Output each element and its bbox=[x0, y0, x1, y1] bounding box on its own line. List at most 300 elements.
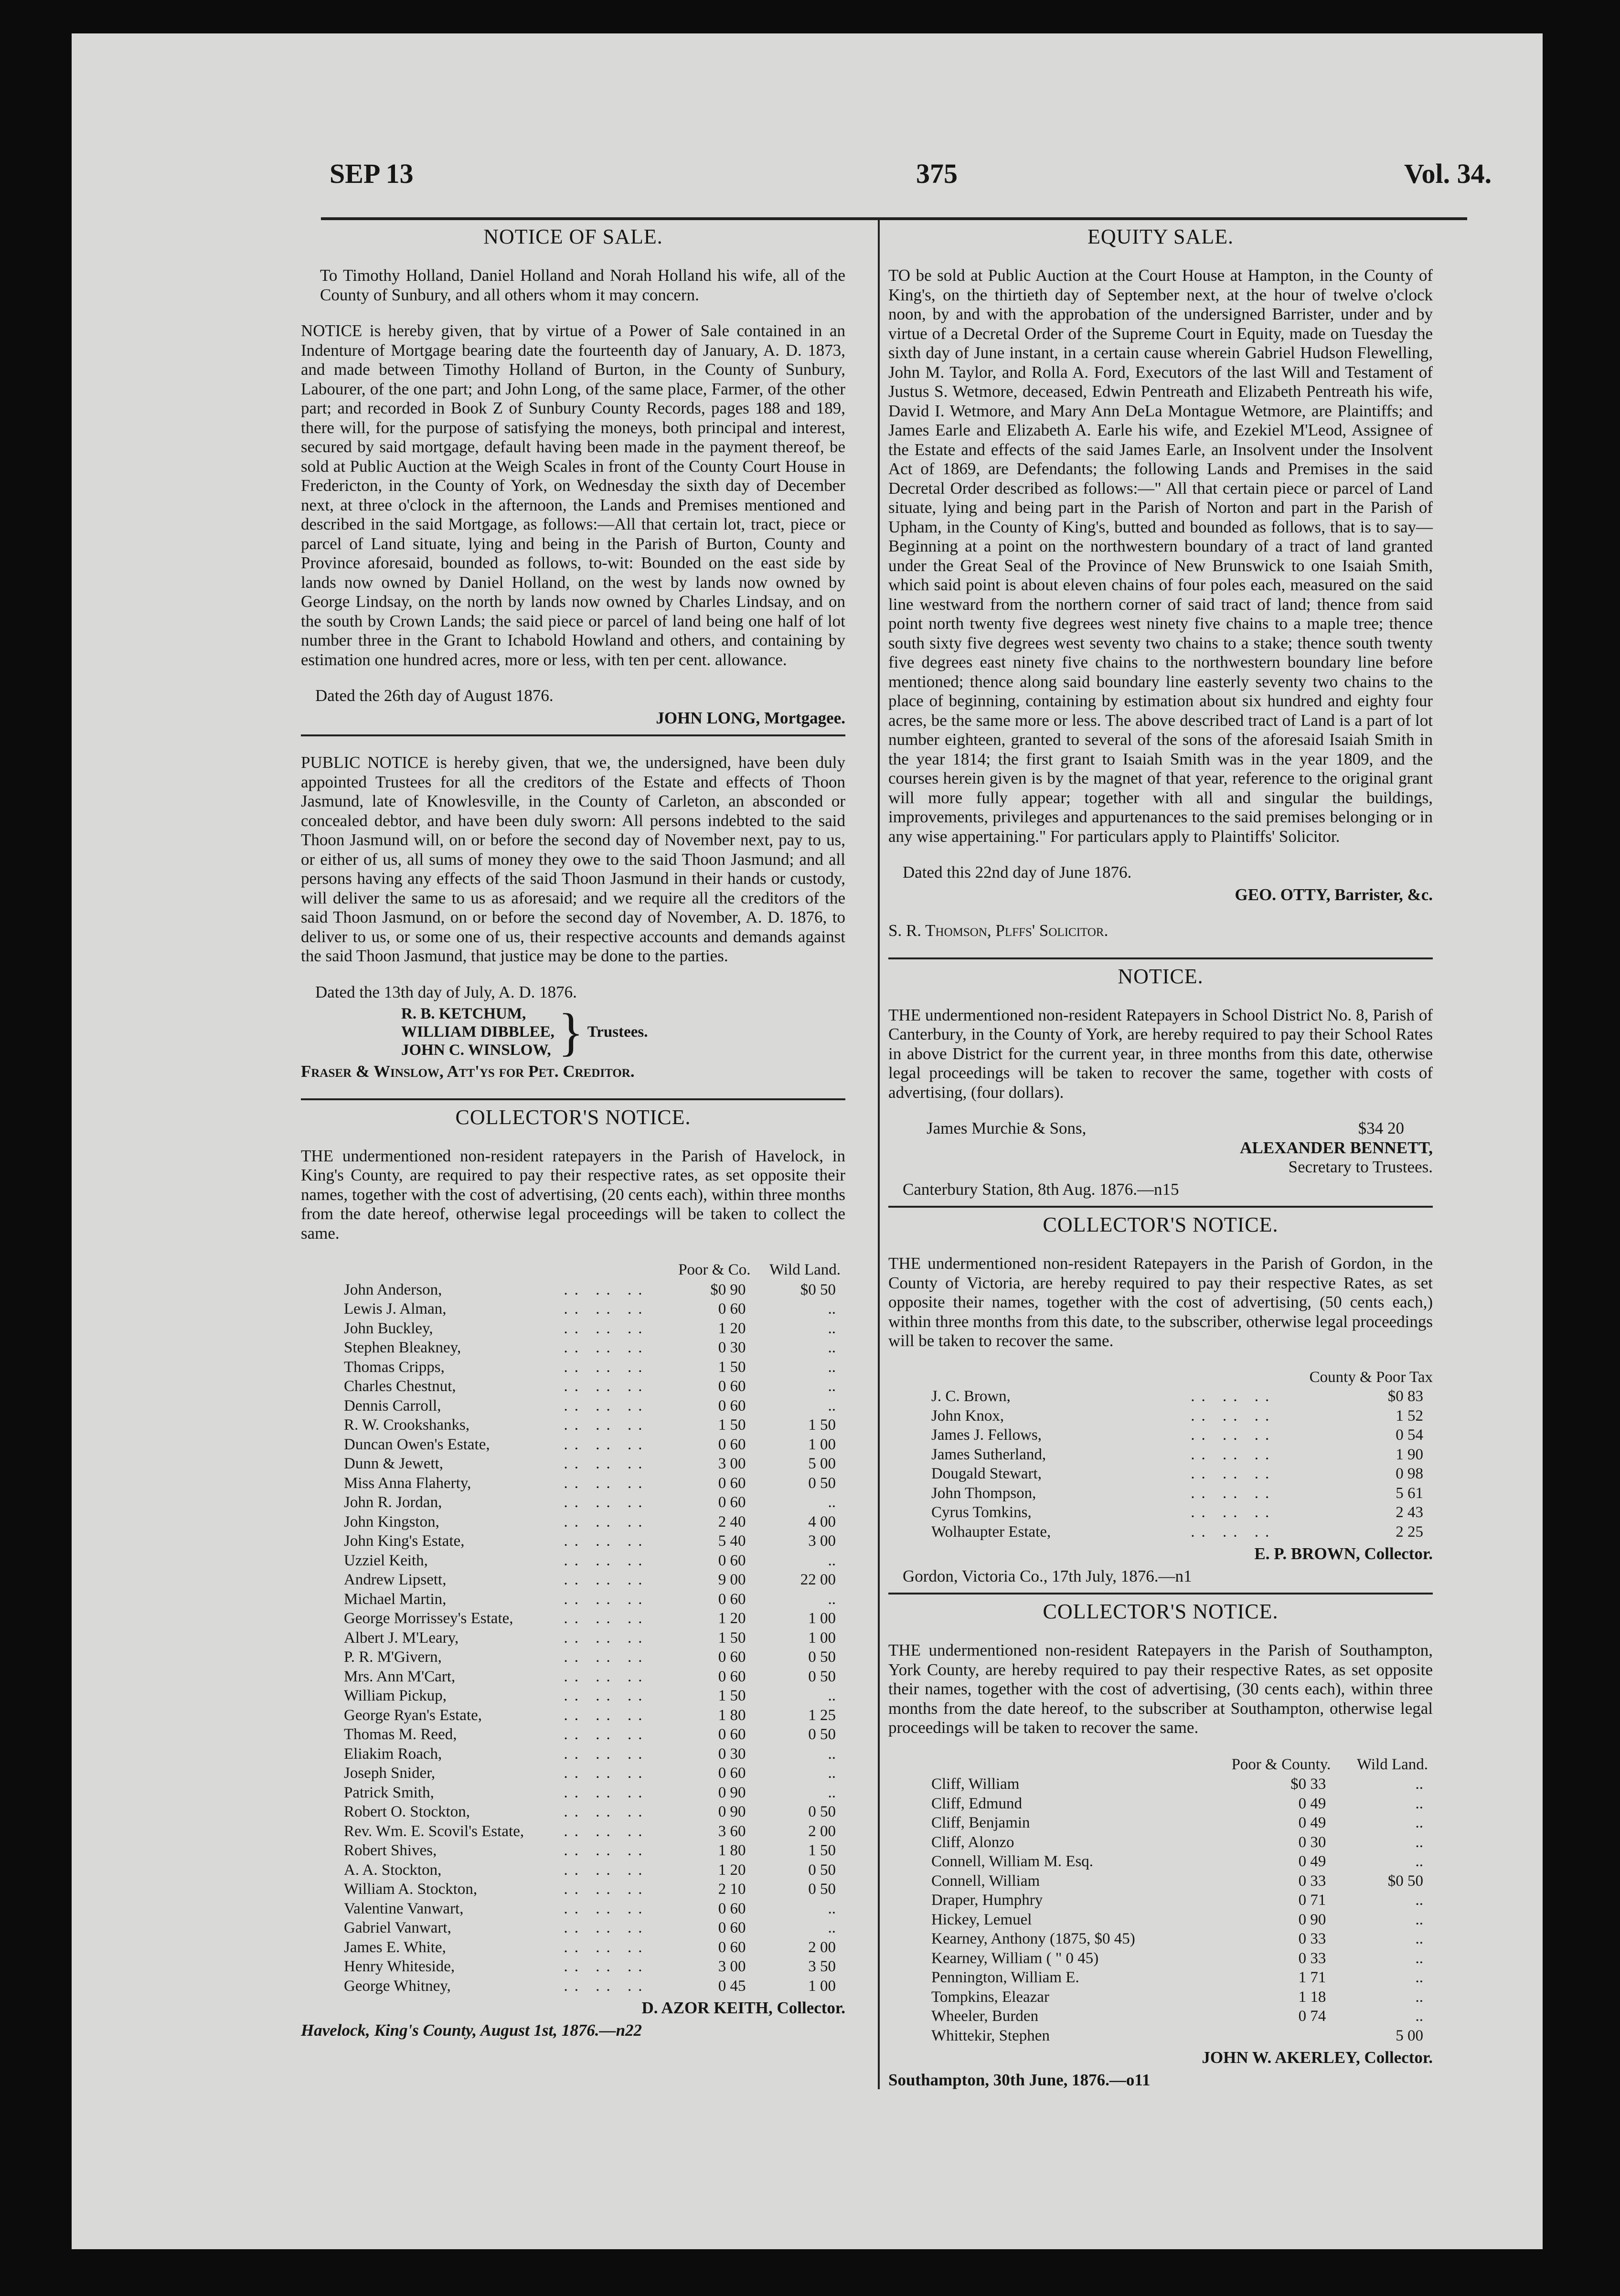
equity-sale bbox=[888, 224, 1433, 941]
trustee-name: R. B. KETCHUM, bbox=[401, 1005, 526, 1022]
leader-dots: .. .. .. bbox=[564, 1745, 649, 1763]
ratepayer-name: Rev. Wm. E. Scovil's Estate, bbox=[344, 1822, 524, 1840]
leader-dots: .. .. .. bbox=[564, 1958, 649, 1975]
leader-dots: .. .. .. bbox=[564, 1803, 649, 1820]
gordon-title: COLLECTOR'S NOTICE. bbox=[1043, 1213, 1279, 1236]
county-poor-tax: 1 52 bbox=[1396, 1407, 1423, 1424]
wild-land-rate: 1 00 bbox=[808, 1977, 836, 1995]
poor-county-rate: 0 49 bbox=[1298, 1814, 1326, 1831]
poor-county-rate: 0 60 bbox=[718, 1726, 746, 1743]
canterbury-payer-row bbox=[888, 1119, 1433, 1138]
table-row bbox=[301, 1706, 845, 1725]
table-row bbox=[301, 1628, 845, 1648]
table-row bbox=[301, 1744, 845, 1764]
leader-dots: .. .. .. bbox=[564, 1552, 649, 1569]
poor-county-rate: $0 90 bbox=[710, 1281, 746, 1298]
leader-dots: .. .. .. bbox=[564, 1474, 649, 1492]
wild-land-rate: 22 00 bbox=[800, 1571, 836, 1588]
equity-sale-title: EQUITY SALE. bbox=[1087, 225, 1234, 248]
wild-land-rate: 1 00 bbox=[808, 1629, 836, 1647]
poor-county-rate: 1 50 bbox=[718, 1416, 746, 1434]
trustees-label: Trustees. bbox=[587, 1023, 648, 1041]
leader-dots: .. .. .. bbox=[1191, 1465, 1276, 1482]
canterbury-payer: James Murchie & Sons, bbox=[927, 1119, 1087, 1137]
poor-county-rate: 1 71 bbox=[1298, 1969, 1326, 1986]
table-row bbox=[301, 1299, 845, 1319]
havelock-signature: D. AZOR KEITH, Collector. bbox=[641, 1998, 845, 2017]
poor-county-rate: 0 90 bbox=[1298, 1911, 1326, 1928]
canterbury-notice bbox=[888, 964, 1433, 1200]
poor-county-rate: 3 60 bbox=[718, 1822, 746, 1840]
table-row bbox=[301, 1358, 845, 1377]
leader-dots: .. .. .. bbox=[564, 1532, 649, 1550]
wild-land-rate: 0 50 bbox=[808, 1648, 836, 1666]
leader-dots: .. .. .. bbox=[564, 1977, 649, 1995]
southampton-footer: Southampton, 30th June, 1876.—o11 bbox=[888, 2070, 1151, 2089]
wild-land-rate: .. bbox=[828, 1765, 836, 1782]
column-header: Wild Land. bbox=[1357, 1755, 1428, 1773]
poor-county-rate: 0 60 bbox=[718, 1648, 746, 1666]
ratepayer-name: Charles Chestnut, bbox=[344, 1378, 456, 1395]
leader-dots: .. .. .. bbox=[564, 1668, 649, 1685]
ratepayer-name: James Sutherland, bbox=[931, 1446, 1046, 1463]
table-row bbox=[888, 2026, 1433, 2046]
wild-land-rate: .. bbox=[828, 1319, 836, 1337]
table-row bbox=[301, 1880, 845, 1899]
table-row bbox=[301, 1531, 845, 1551]
wild-land-rate: 1 25 bbox=[808, 1706, 836, 1724]
poor-county-rate: 1 50 bbox=[718, 1629, 746, 1647]
ratepayer-name: John R. Jordan, bbox=[344, 1494, 442, 1511]
ratepayer-name: Mrs. Ann M'Cart, bbox=[344, 1668, 456, 1685]
poor-county-rate: 0 49 bbox=[1298, 1853, 1326, 1870]
table-row bbox=[888, 1425, 1433, 1445]
poor-county-rate: 0 33 bbox=[1298, 1872, 1326, 1890]
poor-county-rate: 9 00 bbox=[718, 1571, 746, 1588]
header-rule bbox=[321, 217, 1467, 220]
ratepayer-name: Wolhaupter Estate, bbox=[931, 1523, 1051, 1541]
table-header-row bbox=[888, 1754, 1433, 1775]
leader-dots: .. .. .. bbox=[564, 1513, 649, 1531]
leader-dots: .. .. .. bbox=[564, 1339, 649, 1356]
havelock-collectors-notice bbox=[301, 1105, 845, 2041]
ratepayer-name: Dennis Carroll, bbox=[344, 1397, 441, 1414]
leader-dots: .. .. .. bbox=[564, 1765, 649, 1782]
ratepayer-name: George Ryan's Estate, bbox=[344, 1706, 482, 1724]
public-notice bbox=[301, 753, 845, 1082]
wild-land-rate: 3 50 bbox=[808, 1958, 836, 1975]
leader-dots: .. .. .. bbox=[1191, 1523, 1276, 1541]
gordon-collectors-notice bbox=[888, 1212, 1433, 1586]
notice-of-sale bbox=[301, 224, 845, 728]
table-header-row bbox=[301, 1260, 845, 1280]
column-divider bbox=[878, 217, 880, 2089]
poor-county-rate: 0 30 bbox=[718, 1339, 746, 1356]
wild-land-rate: 1 50 bbox=[808, 1416, 836, 1434]
ratepayer-name: Valentine Vanwart, bbox=[344, 1900, 464, 1917]
wild-land-rate: 4 00 bbox=[808, 1513, 836, 1531]
southampton-collectors-notice bbox=[888, 1599, 1433, 2090]
wild-land-rate: .. bbox=[828, 1339, 836, 1356]
ratepayer-name: R. W. Crookshanks, bbox=[344, 1416, 470, 1434]
section-rule bbox=[301, 734, 845, 736]
ratepayer-name: Kearney, Anthony (1875, $0 45) bbox=[931, 1930, 1135, 1947]
notice-of-sale-address: To Timothy Holland, Daniel Holland and Norah Holland his wife, all of the County of Sunbury, and all others whom it may concern. bbox=[320, 266, 845, 304]
trustee-name: WILLIAM DIBBLEE, bbox=[401, 1023, 554, 1041]
wild-land-rate: .. bbox=[828, 1397, 836, 1414]
wild-land-rate: .. bbox=[828, 1300, 836, 1318]
table-row bbox=[888, 1464, 1433, 1484]
wild-land-rate: .. bbox=[1415, 1969, 1423, 1986]
poor-county-rate: 2 10 bbox=[718, 1881, 746, 1898]
ratepayer-name: Whittekir, Stephen bbox=[931, 2027, 1050, 2044]
poor-county-rate: 0 60 bbox=[718, 1765, 746, 1782]
poor-county-rate: 0 60 bbox=[718, 1919, 746, 1936]
table-row bbox=[888, 1813, 1433, 1833]
ratepayer-name: James J. Fellows, bbox=[931, 1426, 1042, 1444]
poor-county-rate: 0 60 bbox=[718, 1378, 746, 1395]
wild-land-rate: 0 50 bbox=[808, 1668, 836, 1685]
leader-dots: .. .. .. bbox=[564, 1648, 649, 1666]
wild-land-rate: 0 50 bbox=[808, 1803, 836, 1820]
column-header: Poor & Co. bbox=[678, 1261, 751, 1278]
leader-dots: .. .. .. bbox=[564, 1281, 649, 1298]
poor-county-rate: 0 90 bbox=[718, 1803, 746, 1820]
county-poor-tax: 0 54 bbox=[1396, 1426, 1423, 1444]
ratepayer-name: Uzziel Keith, bbox=[344, 1552, 428, 1569]
leader-dots: .. .. .. bbox=[564, 1571, 649, 1588]
havelock-footer: Havelock, King's County, August 1st, 1876.—n22 bbox=[301, 2020, 642, 2040]
public-notice-dated: Dated the 13th day of July, A. D. 1876. bbox=[315, 982, 577, 1001]
leader-dots: .. .. .. bbox=[564, 1590, 649, 1608]
table-row bbox=[301, 1551, 845, 1571]
poor-county-rate: 1 20 bbox=[718, 1319, 746, 1337]
ratepayer-name: A. A. Stockton, bbox=[344, 1861, 442, 1879]
table-row bbox=[301, 1977, 845, 1996]
equity-sale-solicitor: S. R. Thomson, Plffs' Solicitor. bbox=[888, 921, 1108, 940]
table-row bbox=[888, 1387, 1433, 1406]
poor-county-rate: 5 40 bbox=[718, 1532, 746, 1550]
table-row bbox=[301, 1957, 845, 1977]
ratepayer-name: William A. Stockton, bbox=[344, 1881, 478, 1898]
canterbury-signature: ALEXANDER BENNETT, bbox=[1240, 1138, 1433, 1157]
county-poor-tax: 0 98 bbox=[1396, 1465, 1423, 1482]
wild-land-rate: .. bbox=[1415, 1853, 1423, 1870]
table-row bbox=[301, 1609, 845, 1628]
ratepayer-name: Robert O. Stockton, bbox=[344, 1803, 470, 1820]
ratepayer-name: Henry Whiteside, bbox=[344, 1958, 455, 1975]
wild-land-rate: 0 50 bbox=[808, 1881, 836, 1898]
ratepayer-name: Cliff, Edmund bbox=[931, 1795, 1023, 1812]
leader-dots: .. .. .. bbox=[564, 1881, 649, 1898]
canterbury-body: THE undermentioned non-resident Ratepayers in School District No. 8, Parish of Canterbury, in the County of York, are hereby required to pay their School Rates in above District for the current year, in three months from this date, otherwise legal proceedings will be taken to recover the same, together with costs of advertising, (four dollars). bbox=[888, 1005, 1433, 1102]
poor-county-rate: 0 90 bbox=[718, 1784, 746, 1801]
table-row bbox=[301, 1493, 845, 1512]
leader-dots: .. .. .. bbox=[564, 1300, 649, 1318]
table-row bbox=[888, 1891, 1433, 1910]
table-row bbox=[888, 1445, 1433, 1465]
table-row bbox=[888, 1484, 1433, 1503]
ratepayer-name: Lewis J. Alman, bbox=[344, 1300, 447, 1318]
leader-dots: .. .. .. bbox=[564, 1726, 649, 1743]
page-number: 375 bbox=[916, 158, 958, 189]
wild-land-rate: .. bbox=[1415, 1795, 1423, 1812]
table-row bbox=[301, 1725, 845, 1744]
southampton-title: COLLECTOR'S NOTICE. bbox=[1043, 1600, 1279, 1623]
leader-dots: .. .. .. bbox=[564, 1842, 649, 1859]
ratepayer-name: Patrick Smith, bbox=[344, 1784, 434, 1801]
ratepayer-name: Stephen Bleakney, bbox=[344, 1339, 461, 1356]
wild-land-rate: 1 00 bbox=[808, 1435, 836, 1453]
wild-land-rate: 5 00 bbox=[808, 1455, 836, 1472]
section-rule bbox=[301, 1098, 845, 1100]
table-row bbox=[301, 1918, 845, 1938]
poor-county-rate: 0 60 bbox=[718, 1494, 746, 1511]
poor-county-rate: 0 60 bbox=[718, 1552, 746, 1569]
poor-county-rate: 1 20 bbox=[718, 1610, 746, 1627]
wild-land-rate: .. bbox=[1415, 1833, 1423, 1851]
wild-land-rate: .. bbox=[1415, 1930, 1423, 1947]
ratepayer-name: Connell, William M. Esq. bbox=[931, 1853, 1094, 1870]
leader-dots: .. .. .. bbox=[564, 1435, 649, 1453]
table-row bbox=[888, 1522, 1433, 1542]
ratepayer-name: Tompkins, Eleazar bbox=[931, 1988, 1049, 2006]
ratepayer-name: Andrew Lipsett, bbox=[344, 1571, 447, 1588]
wild-land-rate: 2 00 bbox=[808, 1822, 836, 1840]
gordon-signature: E. P. BROWN, Collector. bbox=[1254, 1544, 1433, 1563]
notice-of-sale-title: NOTICE OF SALE. bbox=[483, 225, 663, 248]
wild-land-rate: .. bbox=[828, 1590, 836, 1608]
poor-county-rate: 1 80 bbox=[718, 1706, 746, 1724]
table-row bbox=[888, 1871, 1433, 1891]
ratepayer-name: Michael Martin, bbox=[344, 1590, 447, 1608]
trustee-name: JOHN C. WINSLOW, bbox=[401, 1042, 551, 1059]
table-row bbox=[301, 1280, 845, 1300]
ratepayer-name: P. R. M'Givern, bbox=[344, 1648, 442, 1666]
county-poor-tax: 1 90 bbox=[1396, 1446, 1423, 1463]
table-row bbox=[888, 1833, 1433, 1852]
havelock-title: COLLECTOR'S NOTICE. bbox=[455, 1105, 691, 1129]
table-row bbox=[301, 1474, 845, 1493]
table-row bbox=[301, 1764, 845, 1783]
ratepayer-name: Miss Anna Flaherty, bbox=[344, 1474, 471, 1492]
leader-dots: .. .. .. bbox=[564, 1494, 649, 1511]
wild-land-rate: .. bbox=[828, 1552, 836, 1569]
ratepayer-name: George Whitney, bbox=[344, 1977, 451, 1995]
wild-land-rate: .. bbox=[828, 1784, 836, 1801]
ratepayer-name: John King's Estate, bbox=[344, 1532, 465, 1550]
poor-county-rate: 0 30 bbox=[718, 1745, 746, 1763]
poor-county-rate: 0 49 bbox=[1298, 1795, 1326, 1812]
table-row bbox=[301, 1667, 845, 1687]
poor-county-rate: 0 60 bbox=[718, 1397, 746, 1414]
ratepayer-name: Thomas Cripps, bbox=[344, 1358, 445, 1376]
wild-land-rate: .. bbox=[828, 1378, 836, 1395]
table-row bbox=[301, 1783, 845, 1803]
poor-county-rate: 3 00 bbox=[718, 1958, 746, 1975]
leader-dots: .. .. .. bbox=[1191, 1407, 1276, 1424]
wild-land-rate: .. bbox=[828, 1900, 836, 1917]
table-row bbox=[888, 1775, 1433, 1794]
ratepayer-name: James E. White, bbox=[344, 1938, 446, 1956]
left-column bbox=[301, 224, 845, 2057]
ratepayer-name: William Pickup, bbox=[344, 1687, 447, 1704]
table-row bbox=[888, 1406, 1433, 1426]
poor-county-rate: 0 60 bbox=[718, 1668, 746, 1685]
poor-county-rate: 3 00 bbox=[718, 1455, 746, 1472]
ratepayer-name: Cliff, William bbox=[931, 1775, 1020, 1793]
ratepayer-name: Cliff, Alonzo bbox=[931, 1833, 1014, 1851]
leader-dots: .. .. .. bbox=[564, 1938, 649, 1956]
table-row bbox=[301, 1570, 845, 1590]
southampton-signature: JOHN W. AKERLEY, Collector. bbox=[1202, 2048, 1433, 2067]
trustees-block bbox=[401, 1005, 845, 1059]
havelock-rates-table bbox=[301, 1260, 845, 1996]
leader-dots: .. .. .. bbox=[564, 1358, 649, 1376]
gordon-column-header: County & Poor Tax bbox=[1309, 1368, 1433, 1386]
column-header: Wild Land. bbox=[769, 1261, 841, 1278]
poor-county-rate: 0 33 bbox=[1298, 1930, 1326, 1947]
table-row bbox=[301, 1512, 845, 1532]
leader-dots: .. .. .. bbox=[1191, 1426, 1276, 1444]
leader-dots: .. .. .. bbox=[564, 1455, 649, 1472]
section-rule bbox=[888, 1593, 1433, 1594]
leader-dots: .. .. .. bbox=[564, 1706, 649, 1724]
poor-county-rate: 0 71 bbox=[1298, 1892, 1326, 1909]
poor-county-rate: 0 33 bbox=[1298, 1949, 1326, 1967]
poor-county-rate: 0 60 bbox=[718, 1474, 746, 1492]
leader-dots: .. .. .. bbox=[564, 1319, 649, 1337]
section-rule bbox=[888, 957, 1433, 959]
ratepayer-name: John Kingston, bbox=[344, 1513, 439, 1531]
ratepayer-name: J. C. Brown, bbox=[931, 1388, 1011, 1405]
table-row bbox=[888, 1929, 1433, 1949]
wild-land-rate: 1 00 bbox=[808, 1610, 836, 1627]
leader-dots: .. .. .. bbox=[564, 1822, 649, 1840]
wild-land-rate: .. bbox=[1415, 1988, 1423, 2006]
notice-of-sale-dated: Dated the 26th day of August 1876. bbox=[315, 686, 554, 705]
poor-county-rate: 1 50 bbox=[718, 1358, 746, 1376]
table-row bbox=[888, 2007, 1433, 2026]
ratepayer-name: Cliff, Benjamin bbox=[931, 1814, 1030, 1831]
leader-dots: .. .. .. bbox=[564, 1610, 649, 1627]
poor-county-rate: 0 60 bbox=[718, 1938, 746, 1956]
canterbury-footer: Canterbury Station, 8th Aug. 1876.—n15 bbox=[903, 1180, 1179, 1199]
poor-county-rate: 0 74 bbox=[1298, 2008, 1326, 2025]
table-row bbox=[301, 1435, 845, 1455]
column-header: Poor & County. bbox=[1231, 1755, 1331, 1773]
table-row bbox=[888, 1949, 1433, 1968]
poor-county-rate: 1 50 bbox=[718, 1687, 746, 1704]
wild-land-rate: 3 00 bbox=[808, 1532, 836, 1550]
leader-dots: .. .. .. bbox=[564, 1397, 649, 1414]
table-row bbox=[301, 1686, 845, 1706]
ratepayer-name: John Buckley, bbox=[344, 1319, 433, 1337]
ratepayer-name: George Morrissey's Estate, bbox=[344, 1610, 513, 1627]
wild-land-rate: $0 50 bbox=[1387, 1872, 1423, 1890]
wild-land-rate: 2 00 bbox=[808, 1938, 836, 1956]
wild-land-rate: .. bbox=[1415, 2008, 1423, 2025]
leader-dots: .. .. .. bbox=[564, 1416, 649, 1434]
poor-county-rate bbox=[1203, 2026, 1336, 2046]
canterbury-title: NOTICE. bbox=[1118, 964, 1204, 988]
table-row bbox=[301, 1319, 845, 1339]
wild-land-rate: 0 50 bbox=[808, 1861, 836, 1879]
ratepayer-name: John Thompson, bbox=[931, 1484, 1036, 1502]
leader-dots: .. .. .. bbox=[564, 1861, 649, 1879]
table-row bbox=[301, 1841, 845, 1860]
table-row bbox=[888, 1968, 1433, 1988]
gordon-footer: Gordon, Victoria Co., 17th July, 1876.—n1 bbox=[903, 1566, 1192, 1585]
wild-land-rate: .. bbox=[1415, 1911, 1423, 1928]
ratepayer-name: Draper, Humphry bbox=[931, 1892, 1043, 1909]
table-row bbox=[301, 1822, 845, 1841]
table-row bbox=[301, 1899, 845, 1919]
brace-glyph: } bbox=[558, 1003, 584, 1061]
havelock-body: THE undermentioned non-resident ratepayers in the Parish of Havelock, in King's County, are required to pay their respective rates, as set opposite their names, together with the cost of advertising, (20 cents each), within three months from the date hereof, otherwise legal proceedings will be taken to collect the same. bbox=[301, 1146, 845, 1243]
wild-land-rate: .. bbox=[1415, 1775, 1423, 1793]
wild-land-rate: .. bbox=[828, 1358, 836, 1376]
canterbury-signature-role: Secretary to Trustees. bbox=[1288, 1158, 1433, 1176]
poor-county-rate: 1 80 bbox=[718, 1842, 746, 1859]
poor-county-rate: 2 40 bbox=[718, 1513, 746, 1531]
gordon-body: THE undermentioned non-resident Ratepayers in the Parish of Gordon, in the County of Victoria, are hereby required to pay their respective Rates, as set opposite their names, together with the cost of advertising, (50 cents each,) within three months from this date, to the subscriber, otherwise legal proceedings will be taken to recover the same. bbox=[888, 1254, 1433, 1350]
leader-dots: .. .. .. bbox=[1191, 1388, 1276, 1405]
table-row bbox=[888, 1910, 1433, 1930]
poor-county-rate: 0 60 bbox=[718, 1300, 746, 1318]
ratepayer-name: Hickey, Lemuel bbox=[931, 1911, 1032, 1928]
table-row bbox=[301, 1377, 845, 1396]
table-row bbox=[888, 1852, 1433, 1871]
wild-land-rate: 1 50 bbox=[808, 1842, 836, 1859]
table-row bbox=[301, 1802, 845, 1822]
wild-land-rate: .. bbox=[1415, 1814, 1423, 1831]
leader-dots: .. .. .. bbox=[564, 1378, 649, 1395]
ratepayer-name: Wheeler, Burden bbox=[931, 2008, 1039, 2025]
poor-county-rate: 1 18 bbox=[1298, 1988, 1326, 2006]
volume-number: Vol. 34. bbox=[1404, 158, 1492, 189]
wild-land-rate: $0 50 bbox=[800, 1281, 836, 1298]
leader-dots: .. .. .. bbox=[564, 1900, 649, 1917]
poor-county-rate: 0 60 bbox=[718, 1900, 746, 1917]
notice-of-sale-body: NOTICE is hereby given, that by virtue of a Power of Sale contained in an Indenture of Mortgage bearing date the fourteenth day of January, A. D. 1873, and made between Timothy Holland of Burton, in the County of Sunbury, Labourer, of the one part; and John Long, of the same place, Farmer, of the other part; and recorded in Book Z of Sunbury County Records, pages 188 and 189, there will, for the purpose of satisfying the moneys, both principal and interest, secured by said mortgage, default having been made in the payment thereof, be sold at Public Auction at the Weigh Scales in front of the County Court House in Fredericton, in the County of York, on Wednesday the sixth day of December next, at three o'clock in the afternoon, the Lands and Premises mentioned and described in the said Mortgage, as follows:—All that certain lot, tract, piece or parcel of Land situate, lying and being in the Parish of Burton, County and Province aforesaid, bounded as follows, to-wit: Bounded on the east side by lands now owned by Daniel Holland, on the west by lands now owned by George Lindsay, on the north by lands now owned by Charles Lindsay, and on the south by Crown Lands; the said piece or parcel of land being one half of lot number three in the Grant to Ichabold Howland and others, and containing by estimation one hundred acres, more or less, with ten per cent. allowance. bbox=[301, 321, 845, 669]
table-row bbox=[301, 1590, 845, 1609]
table-row bbox=[888, 1794, 1433, 1814]
leader-dots: .. .. .. bbox=[1191, 1484, 1276, 1502]
southampton-rates-table bbox=[888, 1754, 1433, 2046]
equity-sale-signature: GEO. OTTY, Barrister, &c. bbox=[1235, 885, 1433, 904]
ratepayer-name: Dougald Stewart, bbox=[931, 1465, 1042, 1482]
leader-dots: .. .. .. bbox=[564, 1687, 649, 1704]
wild-land-rate: 0 50 bbox=[808, 1474, 836, 1492]
poor-county-rate: $0 33 bbox=[1290, 1775, 1326, 1793]
trustees-names bbox=[401, 1005, 554, 1059]
table-row bbox=[301, 1415, 845, 1435]
poor-county-rate: 1 20 bbox=[718, 1861, 746, 1879]
ratepayer-name: Robert Shives, bbox=[344, 1842, 437, 1859]
poor-county-rate: 0 60 bbox=[718, 1435, 746, 1453]
leader-dots: .. .. .. bbox=[564, 1629, 649, 1647]
ratepayer-name: Eliakim Roach, bbox=[344, 1745, 442, 1763]
table-row bbox=[888, 1988, 1433, 2007]
table-row bbox=[301, 1338, 845, 1358]
wild-land-rate: .. bbox=[828, 1919, 836, 1936]
wild-land-rate: .. bbox=[828, 1687, 836, 1704]
ratepayer-name: Joseph Snider, bbox=[344, 1765, 436, 1782]
wild-land-rate: 5 00 bbox=[1396, 2027, 1423, 2044]
table-row bbox=[301, 1938, 845, 1957]
table-row bbox=[301, 1860, 845, 1880]
